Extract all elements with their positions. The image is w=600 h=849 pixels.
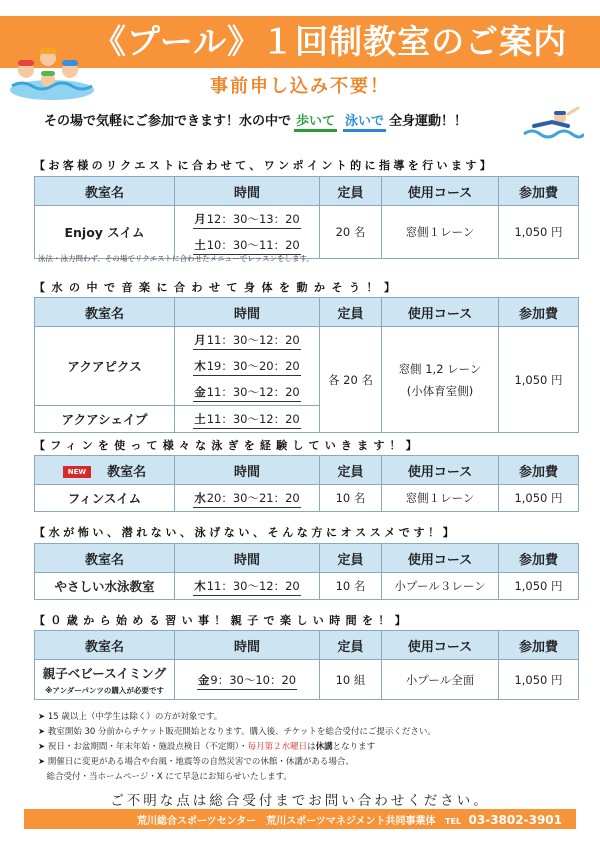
time-day: 水 [194, 491, 206, 505]
col-name: 教室名 [35, 298, 175, 327]
note-highlight: 毎月第２水曜日 [247, 742, 308, 752]
class-name-note: ※アンダーパンツの購入が必要です [45, 685, 164, 695]
class-capacity: 10 名 [320, 485, 382, 512]
class-fee: 1,050 円 [499, 206, 579, 259]
class-name: やさしい水泳教室 [35, 573, 175, 600]
col-fee: 参加費 [499, 631, 579, 660]
schedule-table-baby [34, 630, 579, 700]
class-course: 小プール全面 [382, 660, 499, 700]
class-name: フィンスイム [35, 485, 175, 512]
footer-text [137, 812, 562, 827]
enjoy-note: 泳法・泳力問わず、その場でリクエストに合わせたメニューでレッスンをします。 [38, 254, 314, 263]
col-course: 使用コース [382, 456, 499, 485]
tagline [44, 110, 524, 132]
class-name-cell [35, 660, 175, 700]
note-item: 総合受付・当ホームページ・X にて早急にお知らせいたします。 [38, 772, 292, 782]
class-name: 親子ベビースイミング [42, 665, 167, 681]
col-time: 時間 [175, 544, 320, 573]
new-badge: NEW [63, 466, 91, 478]
col-fee: 参加費 [499, 298, 579, 327]
time-day: 土 [194, 238, 206, 252]
swimmer-icon [522, 104, 584, 140]
class-fee: 1,050 円 [499, 327, 579, 433]
time-range: 12：30～13：20 [206, 212, 300, 226]
class-time [175, 660, 320, 700]
col-fee: 参加費 [499, 456, 579, 485]
class-name: Enjoy スイム [35, 206, 175, 259]
note-item: ➤ 15 歳以上（中学生は除く）の方が対象です。 [38, 712, 223, 722]
footer-bar [24, 809, 576, 829]
time-day: 月 [194, 333, 206, 347]
time-day: 金 [194, 385, 206, 399]
time-range: 9：30～10：20 [210, 672, 297, 687]
class-capacity: 10 組 [320, 660, 382, 700]
section-heading-enjoy: 【お客様のリクエストに合わせて、ワンポイント的に指導を行います】 [34, 159, 495, 172]
col-name: 教室名 [35, 631, 175, 660]
col-course: 使用コース [382, 298, 499, 327]
time-range: 11：30～12：20 [206, 333, 300, 347]
col-course: 使用コース [382, 631, 499, 660]
col-name [35, 456, 175, 485]
col-course: 使用コース [382, 177, 499, 206]
section-heading-fin: 【フィンを使って様々な泳ぎを経験していきます！】 [34, 439, 422, 452]
col-fee: 参加費 [499, 177, 579, 206]
schedule-table-fin [34, 455, 579, 512]
time-range: 11：30～12：20 [206, 412, 300, 426]
note-item: ➤ 開催日に変更がある場合や台風・地震等の自然災害での休館・休講がある場合、 [38, 757, 354, 767]
section-heading-gentle: 【水が怖い、潜れない、泳げない、そんな方にオススメです！】 [34, 526, 458, 539]
col-capacity: 定員 [320, 456, 382, 485]
col-capacity: 定員 [320, 631, 382, 660]
col-capacity: 定員 [320, 544, 382, 573]
class-course [382, 327, 499, 433]
schedule-table-enjoy [34, 176, 579, 259]
time-day: 金 [197, 672, 210, 687]
tag-swim: 泳いで [343, 110, 386, 132]
section-heading-baby: 【０歳から始める習い事！親子で楽しい時間を！】 [34, 614, 412, 627]
footer-org: 荒川総合スポーツセンター 荒川スポーツマネジメント共同事業体 [137, 816, 436, 827]
col-time: 時間 [175, 177, 320, 206]
class-course: 窓側１レーン [382, 206, 499, 259]
course-main: 窓側 1,2 レーン [398, 361, 482, 376]
tagline-end: 全身運動！！ [389, 114, 468, 129]
col-name-label: 教室名 [107, 464, 147, 480]
class-time [175, 573, 320, 600]
class-course: 窓側１レーン [382, 485, 499, 512]
class-capacity: 20 名 [320, 206, 382, 259]
class-time [175, 206, 320, 259]
note-text: は [307, 742, 316, 752]
col-capacity: 定員 [320, 298, 382, 327]
class-name: アクアシェイプ [35, 406, 175, 433]
time-range: 11：30～12：20 [206, 579, 300, 593]
notes-list [38, 710, 578, 785]
col-fee: 参加費 [499, 544, 579, 573]
schedule-table-gentle [34, 543, 579, 600]
class-fee: 1,050 円 [499, 660, 579, 700]
footer-tel[interactable]: 03-3802-3901 [468, 813, 562, 827]
tagline-text: その場で気軽にご参加できます！水の中で [44, 114, 292, 129]
class-fee: 1,050 円 [499, 485, 579, 512]
class-name: アクアピクス [35, 327, 175, 406]
time-day: 木 [194, 359, 206, 373]
time-day: 土 [194, 412, 206, 426]
note-bold: 休講 [315, 742, 333, 752]
note-item: ➤ 教室開始 30 分前からチケット販売開始となります。購入後、チケットを総合受付にご提示ください。 [38, 727, 436, 737]
time-day: 月 [194, 212, 206, 226]
class-course: 小プール３レーン [382, 573, 499, 600]
schedule-table-aqua [34, 297, 579, 433]
class-time [175, 485, 320, 512]
class-capacity: 各 20 名 [320, 327, 382, 433]
subtitle: 事前申し込み不要！ [210, 76, 390, 97]
col-capacity: 定員 [320, 177, 382, 206]
col-course: 使用コース [382, 544, 499, 573]
class-fee: 1,050 円 [499, 573, 579, 600]
class-time [175, 406, 320, 433]
footer-tel-label: TEL [445, 817, 462, 826]
closing-message: ご不明な点は総合受付までお問い合わせください。 [110, 793, 490, 809]
time-range: 20：30～21：20 [206, 491, 300, 505]
time-range: 10：30～11：20 [206, 238, 300, 252]
page-title: 《プール》１回制教室のご案内 [92, 22, 568, 61]
col-name: 教室名 [35, 177, 175, 206]
tag-walk: 歩いて [294, 110, 337, 132]
time-day: 木 [194, 579, 206, 593]
section-heading-aqua: 【水の中で音楽に合わせて身体を動かそう！】 [34, 281, 402, 294]
col-time: 時間 [175, 298, 320, 327]
class-capacity: 10 名 [320, 573, 382, 600]
class-time [175, 327, 320, 406]
col-time: 時間 [175, 456, 320, 485]
note-item [38, 740, 578, 755]
time-range: 11：30～12：20 [206, 385, 300, 399]
col-name: 教室名 [35, 544, 175, 573]
note-text: ➤ 祝日・お盆期間・年末年始・施設点検日（不定期）・ [38, 742, 248, 752]
note-text: となります [332, 742, 376, 752]
course-sub: (小体育室側) [406, 383, 474, 398]
col-time: 時間 [175, 631, 320, 660]
time-range: 19：30～20：20 [206, 359, 300, 373]
